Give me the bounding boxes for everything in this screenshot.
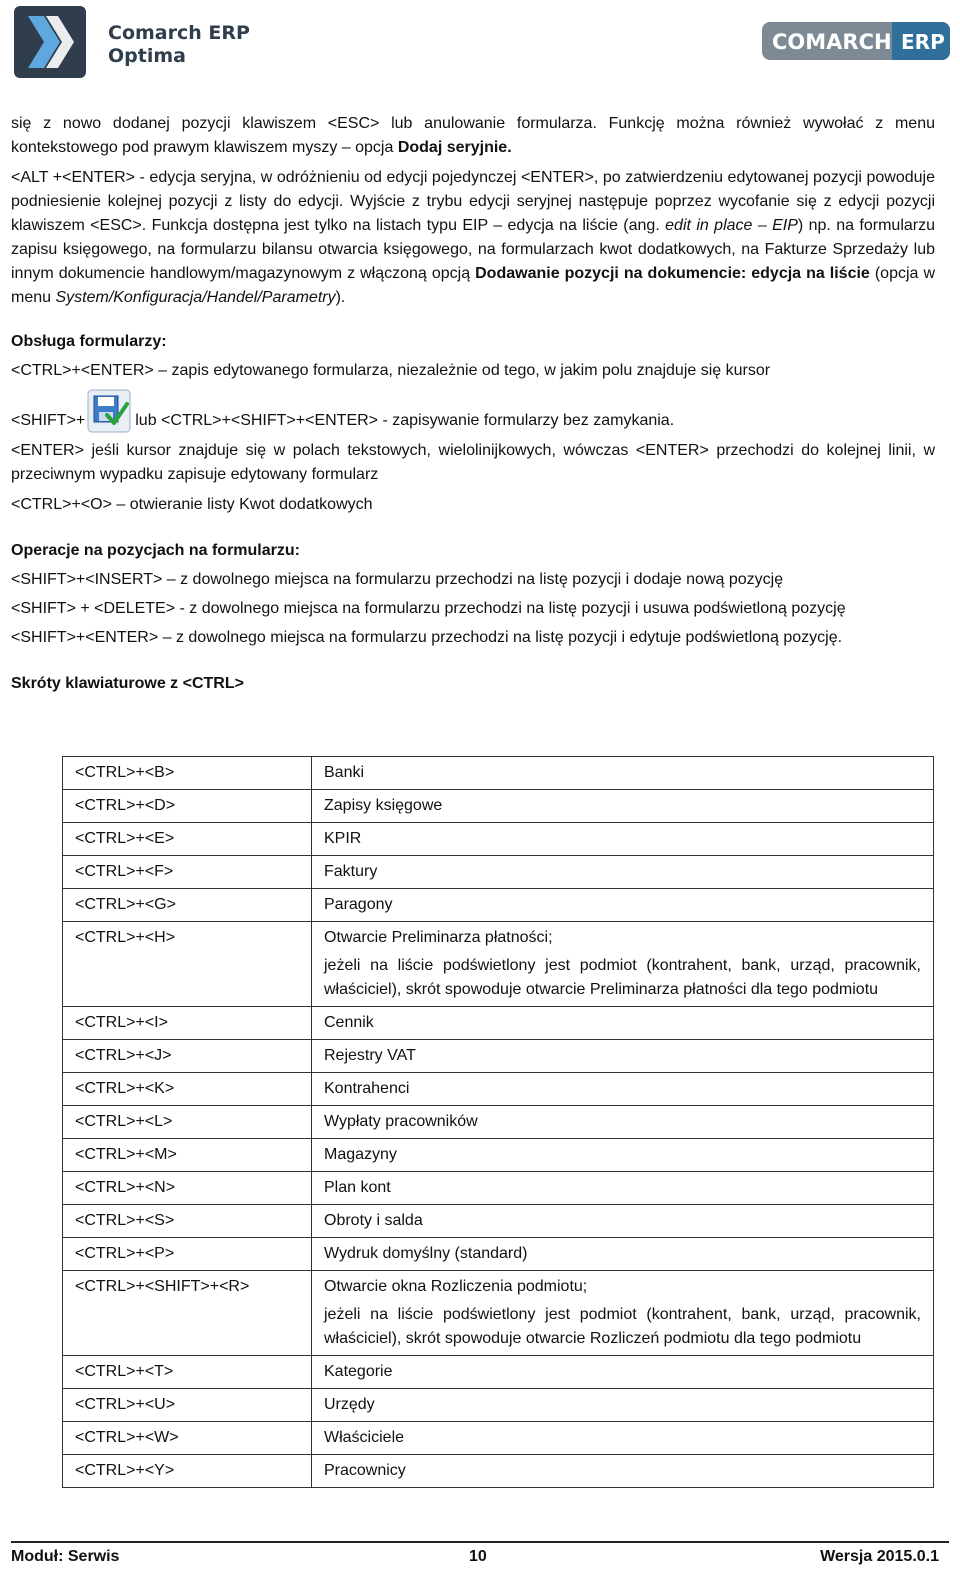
shortcut-description: Otwarcie okna Rozliczenia podmiotu; xyxy=(324,1278,588,1295)
shortcut-key-cell: <CTRL>+<L> xyxy=(63,1106,312,1139)
table-row xyxy=(63,1007,934,1040)
section-heading-forms: Obsługa formularzy: xyxy=(11,333,167,350)
table-row xyxy=(63,856,934,889)
shortcut-description-cell xyxy=(312,1356,934,1389)
table-row xyxy=(63,1205,934,1238)
shortcut-description: Zapisy księgowe xyxy=(324,797,443,814)
logo-wordmark xyxy=(108,22,250,68)
shortcut-key-cell: <CTRL>+<K> xyxy=(63,1073,312,1106)
table-row xyxy=(63,1356,934,1389)
shortcut-description-cell xyxy=(312,856,934,889)
table-row xyxy=(63,1139,934,1172)
shortcut-description-cell xyxy=(312,889,934,922)
table-row xyxy=(63,790,934,823)
shortcut-description-cell xyxy=(312,757,934,790)
shortcut-key-cell: <CTRL>+<SHIFT>+<R> xyxy=(63,1271,312,1356)
shortcut-key-cell: <CTRL>+<W> xyxy=(63,1422,312,1455)
table-row xyxy=(63,757,934,790)
positions-line-3: <SHIFT>+<ENTER> – z dowolnego miejsca na formularzu przechodzi na listę pozycji i edytuje podświetloną pozycję. xyxy=(11,629,843,646)
comarch-erp-brand-logo xyxy=(762,22,950,60)
footer-module: Moduł: Serwis xyxy=(11,1548,120,1565)
shortcut-description: Właściciele xyxy=(324,1429,405,1446)
positions-line-1: <SHIFT>+<INSERT> – z dowolnego miejsca na formularzu przechodzi na listę pozycji i dodaje nową pozycję xyxy=(11,571,784,588)
table-row xyxy=(63,1238,934,1271)
table-row xyxy=(63,889,934,922)
shortcut-key-cell: <CTRL>+<G> xyxy=(63,889,312,922)
shortcut-key-cell: <CTRL>+<B> xyxy=(63,757,312,790)
logo-line-1: Comarch ERP xyxy=(108,22,250,44)
shortcut-description: Paragony xyxy=(324,896,393,913)
shortcut-description-cell xyxy=(312,1106,934,1139)
table-row xyxy=(63,1271,934,1356)
shortcut-key-cell: <CTRL>+<I> xyxy=(63,1007,312,1040)
brand-right-tag: ERP xyxy=(901,30,945,54)
table-row xyxy=(63,1389,934,1422)
shortcut-description-cell xyxy=(312,1040,934,1073)
shortcut-description-cell xyxy=(312,1238,934,1271)
forms-line-3: <ENTER> jeśli kursor znajduje się w polach tekstowych, wielolinijkowych, wówczas <ENTER> przechodzi do kolejnej linii, w przeciwnym wypadku zapisuje edytowany formularz xyxy=(11,442,935,483)
footer-page-number: 10 xyxy=(469,1548,487,1565)
table-row xyxy=(63,1106,934,1139)
intro-paragraph-1: się z nowo dodanej pozycji klawiszem <ESC> lub anulowanie formularza. Funkcję można również wywołać z menu kontekstowego pod prawym klawiszem myszy – opcja Dodaj seryjnie. xyxy=(11,115,935,156)
document-body xyxy=(11,112,935,696)
shortcut-description-cell xyxy=(312,1139,934,1172)
shortcut-description: Pracownicy xyxy=(324,1462,406,1479)
shortcut-key-cell: <CTRL>+<N> xyxy=(63,1172,312,1205)
forms-line-4: <CTRL>+<O> – otwieranie listy Kwot dodatkowych xyxy=(11,496,373,513)
shortcut-description-note: jeżeli na liście podświetlony jest podmiot (kontrahent, bank, urząd, pracownik, właściciel), skrót spowoduje otwarcie Preliminarza płatności dla tego podmiotu xyxy=(324,957,921,998)
shortcut-description-cell xyxy=(312,790,934,823)
shortcut-description-cell xyxy=(312,1422,934,1455)
shortcut-description-note: jeżeli na liście podświetlony jest podmiot (kontrahent, bank, urząd, pracownik, właściciel), skrót spowoduje otwarcie Rozliczeń podmiotu dla tego podmiotu xyxy=(324,1306,921,1347)
shortcut-description: Kategorie xyxy=(324,1363,393,1380)
section-heading-positions: Operacje na pozycjach na formularzu: xyxy=(11,542,300,559)
page-header xyxy=(0,0,960,90)
shortcut-description: Wypłaty pracowników xyxy=(324,1113,478,1130)
brand-right-text: COMARCH xyxy=(772,30,892,54)
comarch-erp-optima-logo xyxy=(14,6,254,80)
shortcut-key-cell: <CTRL>+<H> xyxy=(63,922,312,1007)
shortcut-key-cell: <CTRL>+<D> xyxy=(63,790,312,823)
footer-version: Wersja 2015.0.1 xyxy=(820,1548,939,1565)
page-footer xyxy=(11,1545,949,1569)
shortcut-description: Faktury xyxy=(324,863,378,880)
shortcut-description: Urzędy xyxy=(324,1396,375,1413)
shortcut-description: Magazyny xyxy=(324,1146,397,1163)
shortcut-key-cell: <CTRL>+<S> xyxy=(63,1205,312,1238)
shortcut-description-cell xyxy=(312,823,934,856)
forms-line-1: <CTRL>+<ENTER> – zapis edytowanego formularza, niezależnie od tego, w jakim polu znajduje się kursor xyxy=(11,362,771,379)
shortcut-key-cell: <CTRL>+<M> xyxy=(63,1139,312,1172)
table-row xyxy=(63,1172,934,1205)
table-row xyxy=(63,1073,934,1106)
intro-paragraph-2: <ALT +<ENTER> - edycja seryjna, w odróżnieniu od edycji pojedynczej <ENTER>, po zatwierdzeniu edytowanej pozycji powoduje podniesienie kolejnej pozycji z listy do edycji. Wyjście z trybu edycji seryjnej następuje poprzez wycofanie się z edycji pozycji klawiszem <ESC>. Funkcja dostępna jest tylko na listach typu EIP – edycja na liście (ang. edit in place – EIP) np. na formularzu zapisu księgowego, na formularzu bilansu otwarcia księgowego, na formularzach kwot dodatkowych, na Fakturze Sprzedaży lub innym dokumencie handlowym/magazynowym z włączoną opcją Dodawanie pozycji na dokumencie: edycja na liście (opcja w menu System/Konfiguracja/Handel/Parametry). xyxy=(11,169,936,306)
footer-rule xyxy=(11,1541,949,1543)
shortcut-description: Plan kont xyxy=(324,1179,391,1196)
shortcut-description: Kontrahenci xyxy=(324,1080,410,1097)
shortcut-key-cell: <CTRL>+<U> xyxy=(63,1389,312,1422)
shortcut-description: Wydruk domyślny (standard) xyxy=(324,1245,528,1262)
menu-path: System/Konfiguracja/Handel/Parametry xyxy=(55,289,336,306)
shortcut-key-cell: <CTRL>+<Y> xyxy=(63,1455,312,1488)
section-heading-ctrl: Skróty klawiaturowe z <CTRL> xyxy=(11,675,244,692)
shortcut-description-cell xyxy=(312,922,934,1007)
shortcut-description-cell xyxy=(312,1205,934,1238)
forms-line-2: <SHIFT>+ lub <CTRL>+<SHIFT>+<ENTER> - zapisywanie formularzy bez zamykania. xyxy=(11,389,935,433)
shortcut-key-cell: <CTRL>+<E> xyxy=(63,823,312,856)
shortcut-description-cell xyxy=(312,1389,934,1422)
save-keep-open-icon xyxy=(87,389,131,433)
shortcut-description: Rejestry VAT xyxy=(324,1047,416,1064)
shortcut-key-cell: <CTRL>+<P> xyxy=(63,1238,312,1271)
shortcut-key-cell: <CTRL>+<J> xyxy=(63,1040,312,1073)
option-edycja-na-liscie: Dodawanie pozycji na dokumencie: edycja na liście xyxy=(475,265,870,282)
optima-logo-icon xyxy=(14,6,86,78)
shortcut-description: Banki xyxy=(324,764,365,781)
dodaj-seryjnie-option: Dodaj seryjnie. xyxy=(397,139,512,156)
ctrl-shortcuts-table xyxy=(62,756,934,1488)
table-row xyxy=(63,1455,934,1488)
shortcut-description: Cennik xyxy=(324,1014,374,1031)
shortcut-description-cell xyxy=(312,1172,934,1205)
table-row xyxy=(63,1040,934,1073)
logo-line-2: Optima xyxy=(108,45,186,67)
shortcut-description: Otwarcie Preliminarza płatności; xyxy=(324,929,553,946)
positions-line-2: <SHIFT> + <DELETE> - z dowolnego miejsca na formularzu przechodzi na listę pozycji i usuwa podświetloną pozycję xyxy=(11,600,846,617)
table-row xyxy=(63,1422,934,1455)
shortcut-description-cell xyxy=(312,1073,934,1106)
shortcut-description-cell xyxy=(312,1455,934,1488)
table-row xyxy=(63,922,934,1007)
shortcut-description-cell xyxy=(312,1271,934,1356)
shortcut-description-cell xyxy=(312,1007,934,1040)
shortcut-key-cell: <CTRL>+<F> xyxy=(63,856,312,889)
shortcut-key-cell: <CTRL>+<T> xyxy=(63,1356,312,1389)
table-row xyxy=(63,823,934,856)
shortcut-description: KPIR xyxy=(324,830,362,847)
shortcut-description: Obroty i salda xyxy=(324,1212,423,1229)
